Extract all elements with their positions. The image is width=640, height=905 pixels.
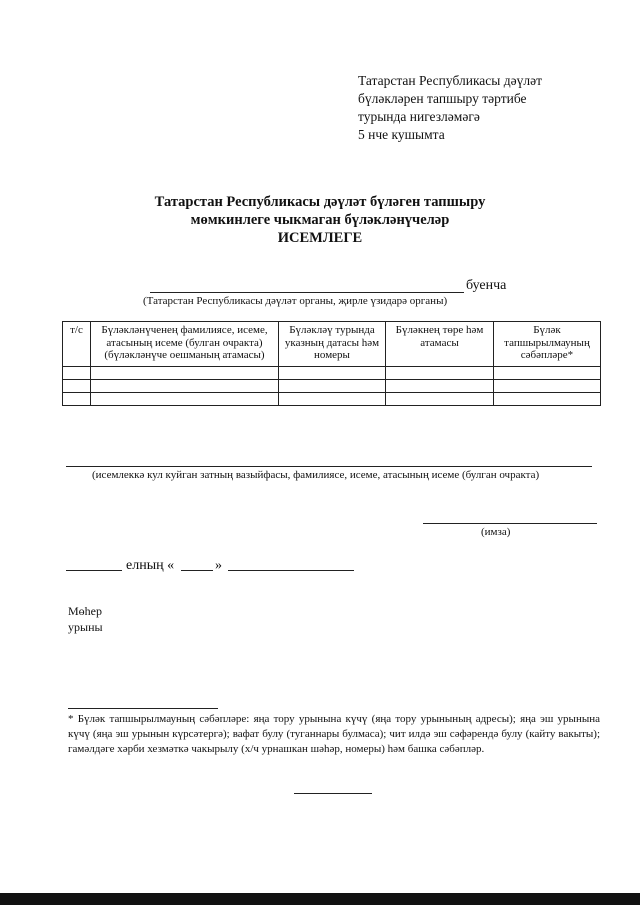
approval-line: турында нигезләмәгә	[358, 109, 480, 124]
signer-line	[66, 466, 592, 467]
seal-place	[68, 603, 103, 635]
column-header-recipient: Бүләкләнүченең фамилиясе, исеме, атасының исеме (булган очракта) (бүләкләнүче оешманың атамасы)	[91, 322, 279, 367]
seal-line: Мөһер	[68, 604, 102, 618]
table-row	[63, 366, 601, 379]
approval-block	[358, 72, 542, 144]
authority-line	[150, 292, 464, 293]
scan-edge-bar	[0, 893, 640, 905]
column-header-decree: Бүләкләү турында указның датасы һәм номеры	[279, 322, 386, 367]
title-line: Татарстан Республикасы дәүләт бүләген тапшыру	[154, 194, 486, 210]
signature-caption: (имза)	[481, 526, 511, 538]
approval-line: 5 нче кушымта	[358, 127, 445, 142]
approval-line: Татарстан Республикасы дәүләт	[358, 73, 542, 88]
authority-caption: (Татарстан Республикасы дәүләт органы, җирле үзидарә органы)	[143, 295, 448, 307]
signature-line	[423, 523, 597, 524]
table-row	[63, 392, 601, 405]
table-row	[63, 379, 601, 392]
title-line: ИСЕМЛЕГЕ	[277, 230, 363, 246]
authority-suffix: буенча	[466, 278, 507, 293]
column-header-award: Бүләкнең төре һәм атамасы	[386, 322, 494, 367]
title-line: мөмкинлеге чыкмаган бүләкләнүчеләр	[190, 212, 450, 228]
document-title	[0, 193, 640, 247]
end-line	[294, 793, 372, 794]
footnote: * Бүләк тапшырылмауның сәбәпләре: яңа тору урынына күчү (яңа тору урынының адресы); яңа эш урынына күчү (яңа эш урынын күрсәтергә); вафат булу (туганнары булмаса); чит илдә эш сәфәрендә булу (кайту вакыты); гамәлдәге хәрби хезмәткә чакырылу (х/ч урнашкан шәһәр, номеры) һәм башка сәбәпләр.	[68, 713, 600, 755]
approval-line: бүләкләрен тапшыру тәртибе	[358, 91, 527, 106]
recipients-table	[62, 321, 601, 406]
date-day-close: »	[215, 558, 222, 573]
day-line	[181, 570, 213, 571]
table-header-row	[63, 322, 601, 367]
year-line	[66, 570, 122, 571]
signer-caption: (исемлеккә кул куйган затның вазыйфасы, фамилиясе, исеме, атасының исеме (булган очракта)	[92, 469, 540, 481]
month-line	[228, 570, 354, 571]
column-header-reasons: Бүләк тапшырылмауның сәбәпләре*	[494, 322, 601, 367]
footnote-separator	[68, 708, 218, 709]
column-header-number: т/с	[63, 322, 91, 367]
seal-line: урыны	[68, 620, 103, 634]
date-year-suffix: елның «	[126, 558, 175, 573]
